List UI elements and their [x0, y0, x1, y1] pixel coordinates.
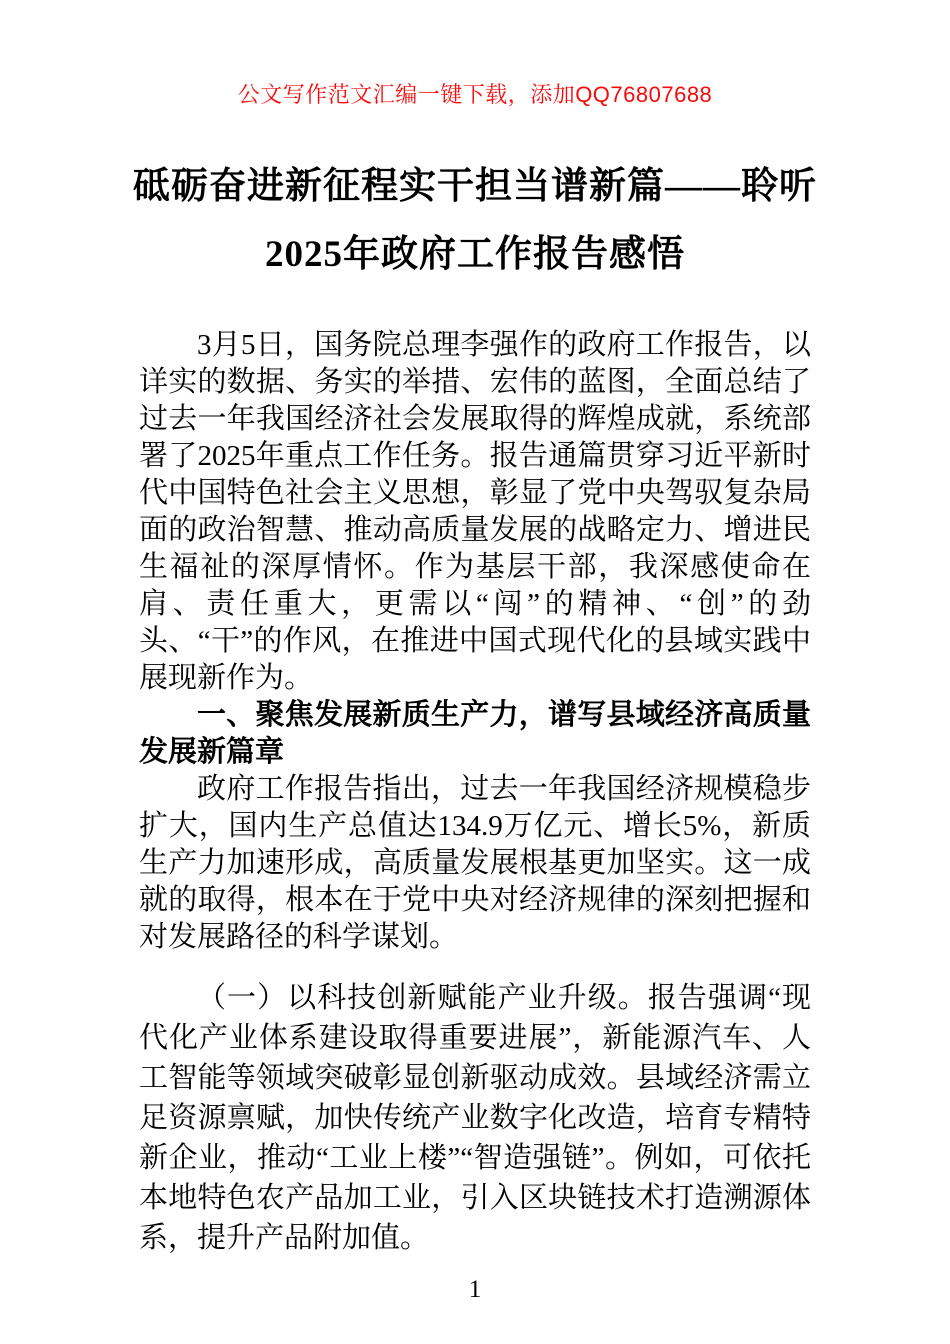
document-title — [95, 153, 855, 289]
section-heading-1: 一、聚焦发展新质生产力，谱写县域经济高质量发展新篇章 — [139, 699, 811, 768]
document-title-line1: 砥砺奋进新征程实干担当谱新篇——聆听 — [133, 166, 817, 207]
document-body — [139, 327, 811, 1258]
body-paragraph-2: 政府工作报告指出，过去一年我国经济规模稳步扩大，国内生产总值达134.9万亿元、增长5%，新质生产力加速形成，高质量发展根基更加坚实。这一成就的取得，根本在于党中央对经济规律的深刻把握和对发展路径的科学谋划。 — [139, 773, 811, 953]
body-paragraph-3: （一）以科技创新赋能产业升级。报告强调“现代化产业体系建设取得重要进展”，新能源汽车、人工智能等领域突破彰显创新驱动成效。县域经济需立足资源禀赋，加快传统产业数字化改造，培育专精特新企业，推动“工业上楼”“智造强链”。例如，可依托本地特色农产品加工业，引入区块链技术打造溯源体系，提升产品附加值。 — [139, 982, 811, 1254]
document-title-line2: 2025年政府工作报告感悟 — [265, 234, 685, 275]
promo-notice: 公文写作范文汇编一键下载，添加QQ76807688 — [237, 82, 713, 107]
body-paragraph-1: 3月5日，国务院总理李强作的政府工作报告，以详实的数据、务实的举措、宏伟的蓝图，全面总结了过去一年我国经济社会发展取得的辉煌成就，系统部署了2025年重点工作任务。报告通篇贯穿习近平新时代中国特色社会主义思想，彰显了党中央驾驭复杂局面的政治智慧、推动高质量发展的战略定力、增进民生福祉的深厚情怀。作为基层干部，我深感使命在肩、责任重大，更需以“闯”的精神、“创”的劲头、“干”的作风，在推进中国式现代化的县域实践中展现新作为。 — [139, 329, 811, 694]
page-number: 1 — [468, 1276, 482, 1303]
